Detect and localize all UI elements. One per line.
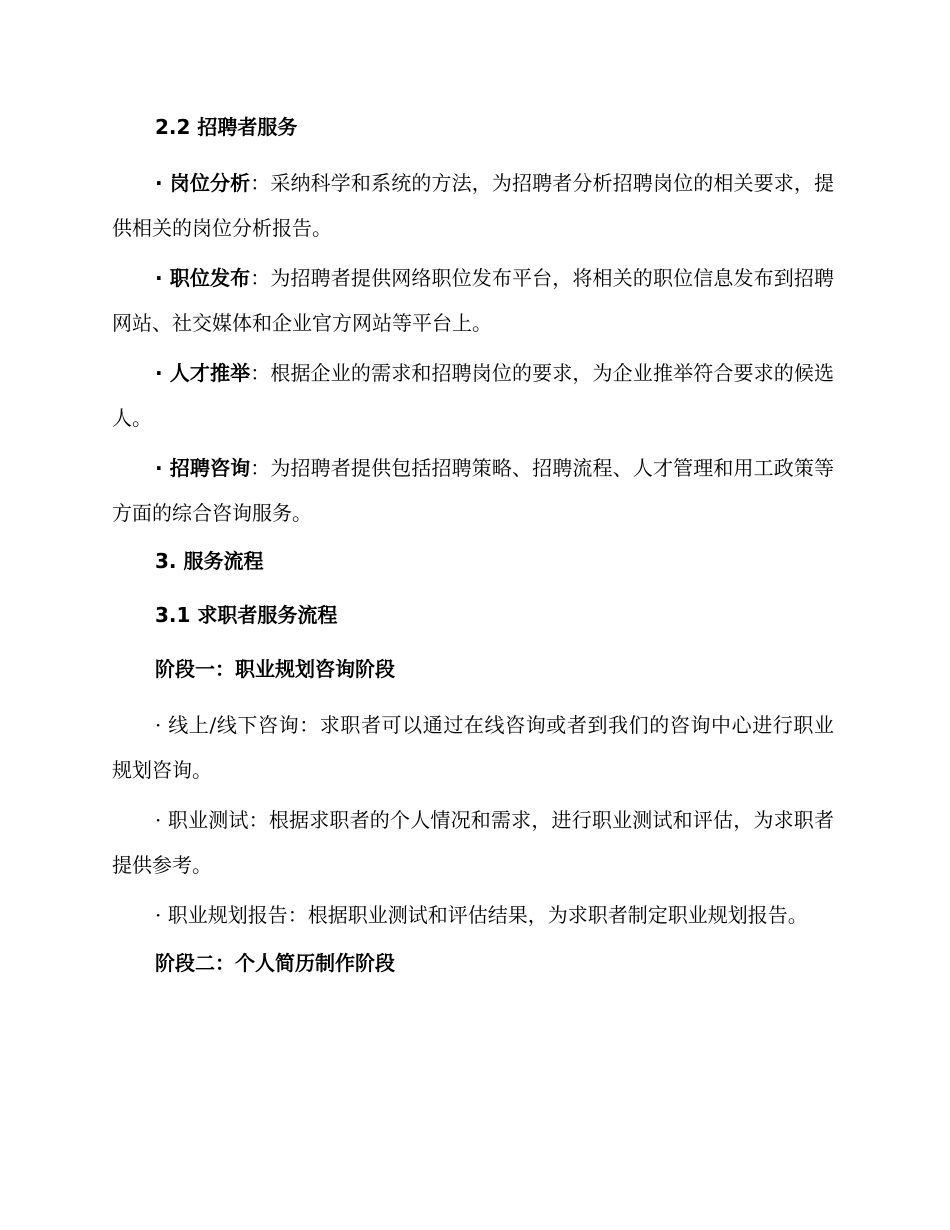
stage-1-item-career-test: · 职业测试：根据求职者的个人情况和需求，进行职业测试和评估，为求职者提供参考。 [112, 808, 834, 877]
bullet-marker: · [155, 266, 170, 290]
service-term: 人才推举 [169, 361, 251, 385]
term-separator: ： [250, 361, 271, 385]
term-separator: ： [250, 171, 271, 195]
recruiter-service-talent-recommendation [112, 351, 834, 441]
service-term: 职位发布 [169, 266, 251, 290]
recruiter-service-consulting [112, 446, 834, 536]
term-separator: ： [250, 266, 271, 290]
service-description: 根据企业的需求和招聘岗位的要求，为企业推举符合要求的候选人。 [112, 361, 835, 430]
document-body [112, 107, 834, 997]
bullet-marker: · [155, 361, 170, 385]
stage-1-item-career-report: · 职业规划报告：根据职业测试和评估结果，为求职者制定职业规划报告。 [155, 903, 808, 927]
section-heading-3-1: 3.1 求职者服务流程 [155, 603, 338, 627]
term-separator: ： [250, 456, 271, 480]
service-term: 岗位分析 [169, 171, 251, 195]
stage-heading-2: 阶段二：个人简历制作阶段 [155, 951, 395, 975]
service-term: 招聘咨询 [169, 456, 251, 480]
recruiter-service-job-analysis [112, 161, 834, 251]
stage-heading-1: 阶段一：职业规划咨询阶段 [155, 657, 395, 681]
recruiter-service-job-posting [112, 256, 834, 346]
service-description: 为招聘者提供包括招聘策略、招聘流程、人才管理和用工政策等方面的综合咨询服务。 [112, 456, 835, 525]
section-heading-3: 3. 服务流程 [155, 549, 264, 573]
stage-1-item-consultation: · 线上/线下咨询：求职者可以通过在线咨询或者到我们的咨询中心进行职业规划咨询。 [112, 713, 834, 782]
bullet-marker: · [155, 171, 170, 195]
service-description: 为招聘者提供网络职位发布平台，将相关的职位信息发布到招聘网站、社交媒体和企业官方网站等平台上。 [112, 266, 835, 335]
bullet-marker: · [155, 456, 170, 480]
section-heading-2-2: 2.2 招聘者服务 [155, 115, 298, 139]
service-description: 采纳科学和系统的方法，为招聘者分析招聘岗位的相关要求，提供相关的岗位分析报告。 [112, 171, 835, 240]
